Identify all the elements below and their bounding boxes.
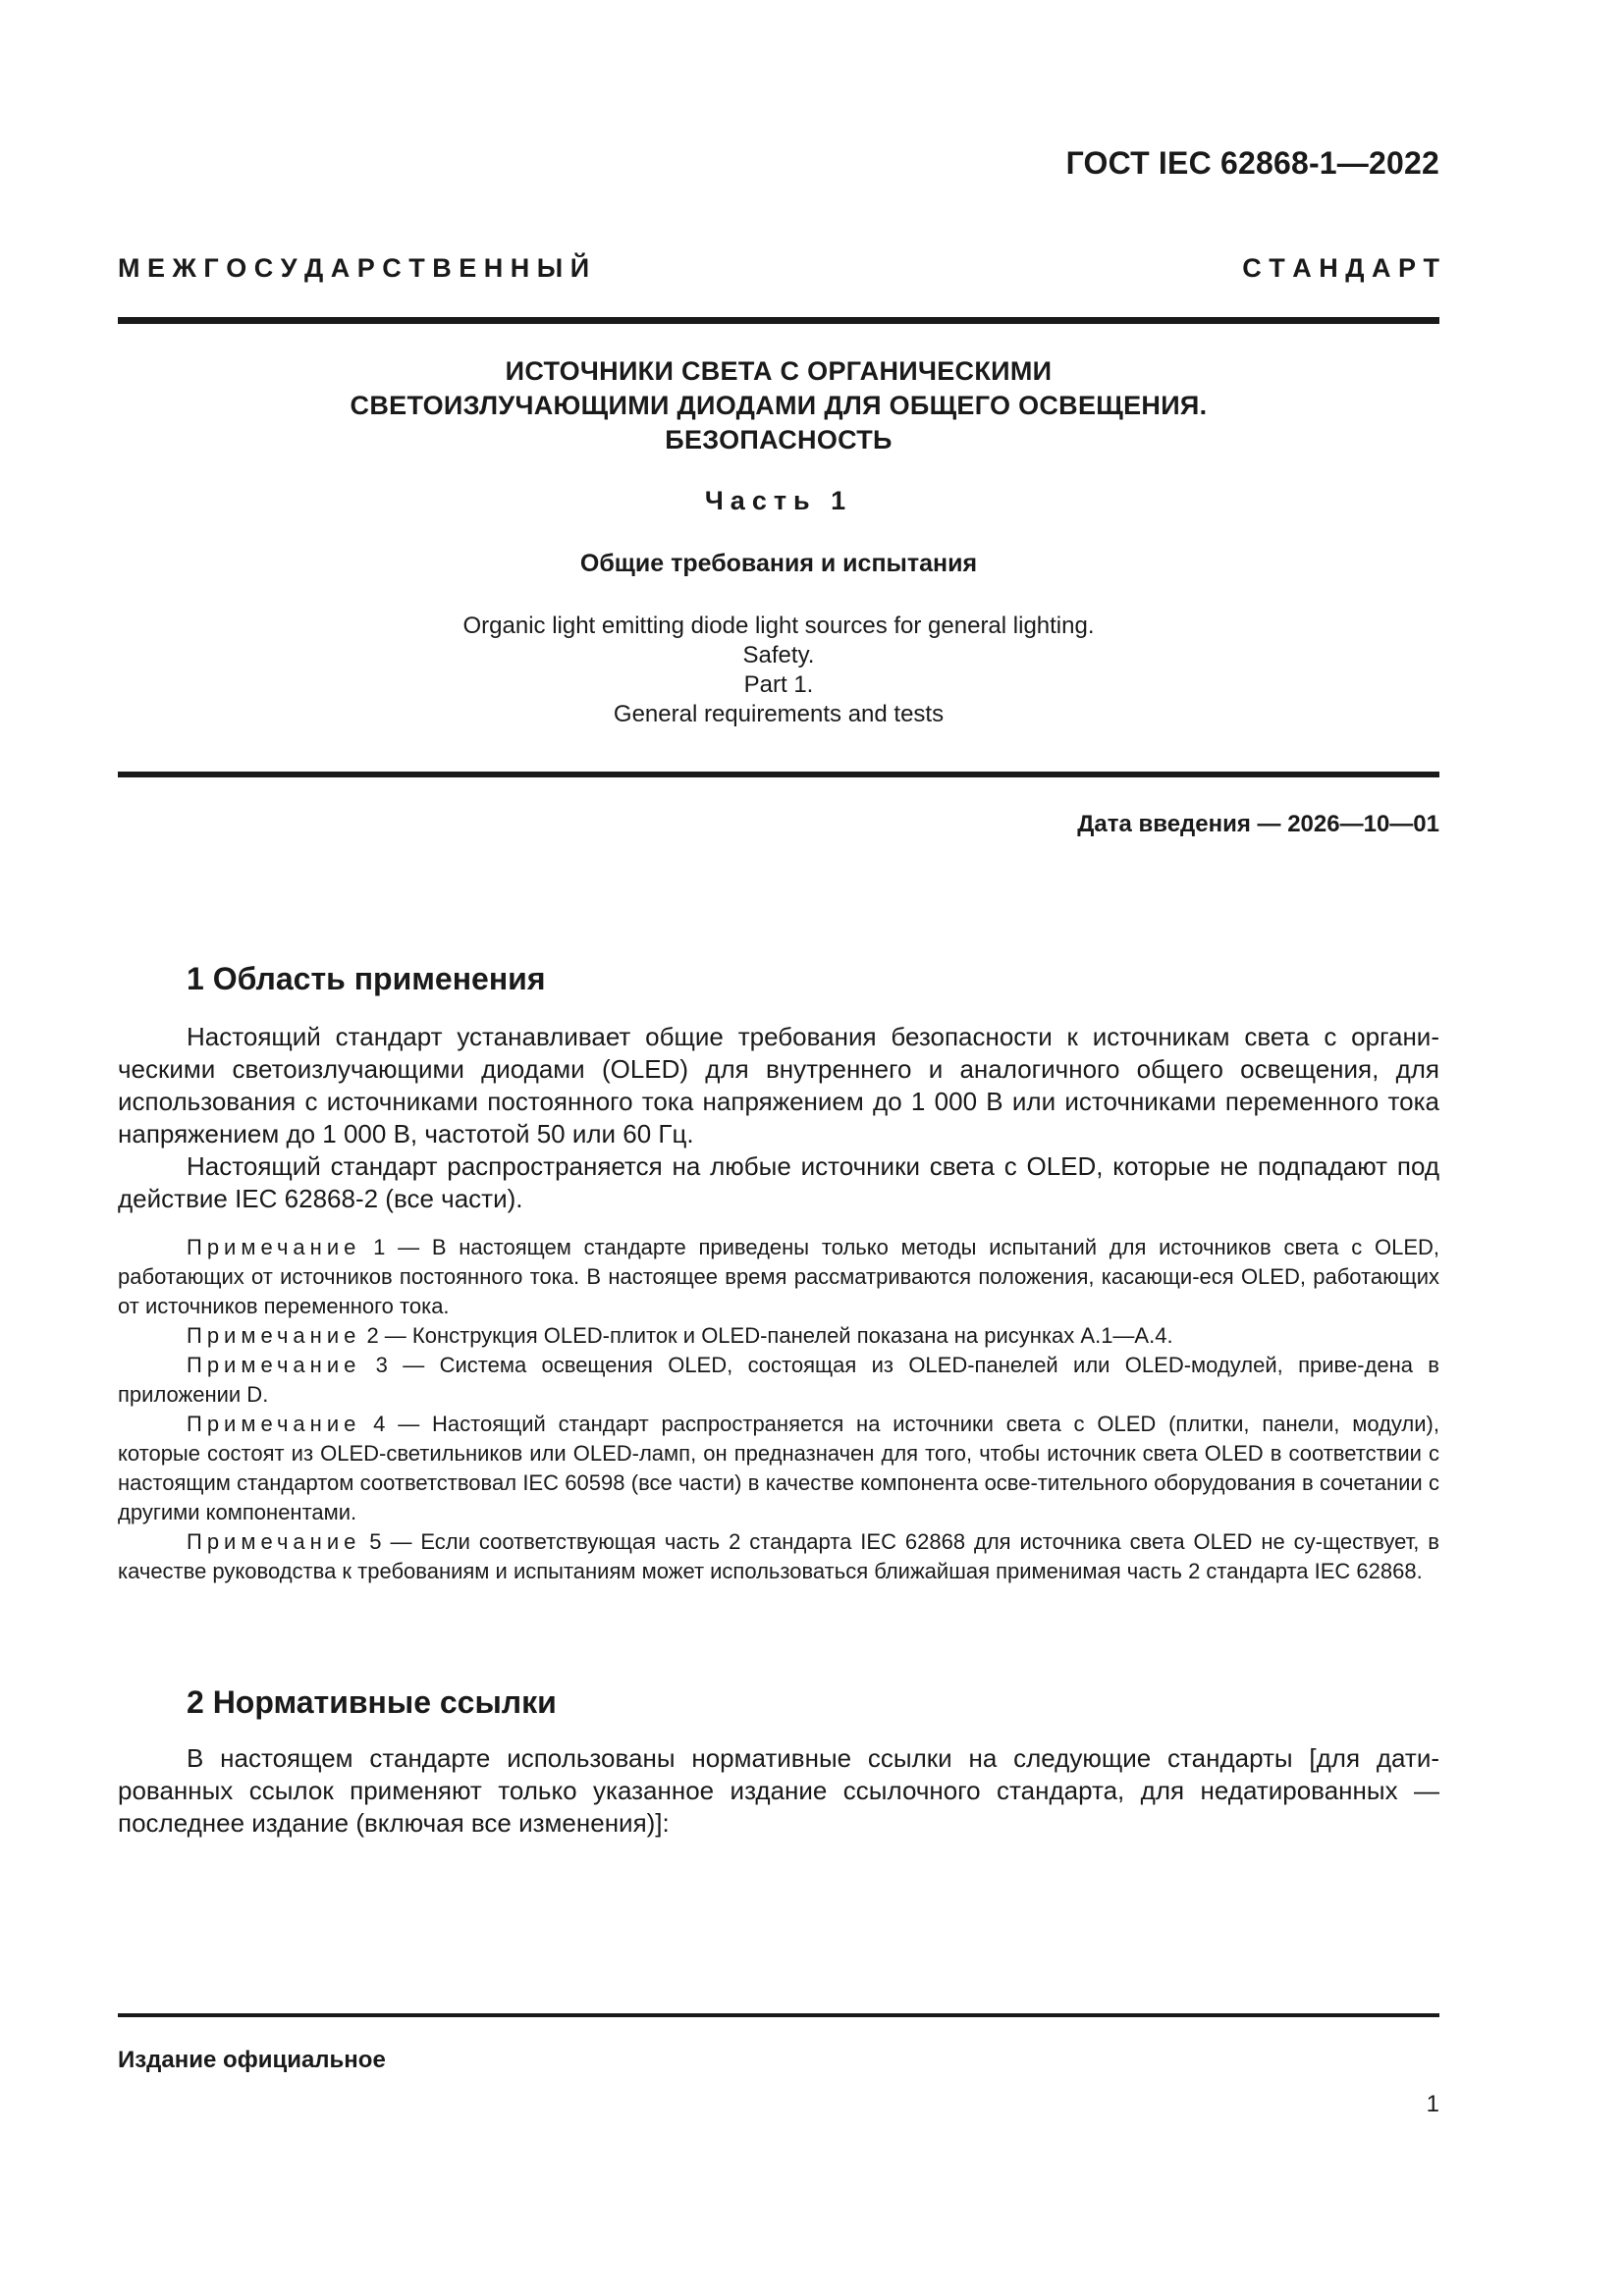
paragraph: В настоящем стандарте использованы нормативные ссылки на следующие стандарты [для дати-рованных ссылок применяют только указанное издание ссылочного стандарта, для недатированных — последнее издание (включая все изменения)]: bbox=[118, 1743, 1439, 1838]
title-russian bbox=[118, 354, 1439, 457]
note: Примечание 2 — Конструкция OLED-плиток и OLED-панелей показана на рисунках А.1—А.4. bbox=[187, 1323, 1173, 1348]
paragraph: Настоящий стандарт устанавливает общие требования безопасности к источникам света с органи- ческими светоизлучающими диодами (OLED) для внутреннего и аналогичного общего освещения, для использования с источниками постоянного тока напряжением до 1 000 В или источниками переменного тока напряжением до 1 000 В, частотой 50 или 60 Гц. bbox=[118, 1022, 1439, 1148]
edition-label: Издание официальное bbox=[118, 2047, 386, 2073]
section-2-body bbox=[118, 1742, 1439, 1840]
title-en-line: Safety. bbox=[742, 642, 815, 668]
banner-left: М Е Ж Г О С У Д А Р С Т В Е Н Н Ы Й bbox=[118, 253, 590, 283]
footer-rule bbox=[118, 2013, 1439, 2017]
top-rule bbox=[118, 317, 1439, 324]
title-en-line: Organic light emitting diode light sources for general lighting. bbox=[462, 613, 1095, 639]
title-ru-line: БЕЗОПАСНОСТЬ bbox=[665, 425, 893, 454]
title-en-line: Part 1. bbox=[743, 671, 814, 698]
note: Примечание 5 — Если соответствующая часть 2 стандарта IEC 62868 для источника света OLED не су-ществует, в качестве руководства к требованиям и испытаниям может использоваться ближайшая применимая часть 2 стандарта IEC 62868. bbox=[118, 1529, 1439, 1583]
subtitle: Общие требования и испытания bbox=[579, 550, 978, 577]
title-bottom-rule bbox=[118, 772, 1439, 777]
title-english bbox=[118, 612, 1439, 729]
note: Примечание 3 — Система освещения OLED, состоящая из OLED-панелей или OLED-модулей, приве-дена в приложении D. bbox=[118, 1353, 1439, 1407]
section-2-heading: 2 Нормативные ссылки bbox=[187, 1684, 557, 1720]
section-1-heading: 1 Область применения bbox=[187, 961, 546, 996]
page-number: 1 bbox=[1426, 2091, 1439, 2117]
paragraph: Настоящий стандарт распространяется на любые источники света с OLED, которые не подпадают под действие IEC 62868-2 (все части). bbox=[118, 1151, 1439, 1213]
title-ru-line: ИСТОЧНИКИ СВЕТА С ОРГАНИЧЕСКИМИ bbox=[505, 356, 1053, 386]
title-en-line: General requirements and tests bbox=[613, 701, 945, 727]
section-1-body bbox=[118, 1021, 1439, 1215]
notes-block bbox=[118, 1233, 1439, 1586]
document-code: ГОСТ IEC 62868-1—2022 bbox=[1065, 145, 1439, 181]
part-label: Часть 1 bbox=[704, 486, 853, 515]
introduction-date: Дата введения — 2026—10—01 bbox=[1077, 811, 1439, 837]
title-ru-line: СВЕТОИЗЛУЧАЮЩИМИ ДИОДАМИ ДЛЯ ОБЩЕГО ОСВЕЩЕНИЯ. bbox=[350, 391, 1208, 420]
banner-right: С Т А Н Д А Р Т bbox=[1242, 253, 1439, 283]
note: Примечание 4 — Настоящий стандарт распространяется на источники света с OLED (плитки, панели, модули), которые состоят из OLED-светильников или OLED-ламп, он предназначен для того, чтобы источник света OLED в соответствии с настоящим стандартом соответствовал IEC 60598 (все части) в качестве компонента осве-тительного оборудования в сочетании с другими компонентами. bbox=[118, 1412, 1439, 1524]
note: Примечание 1 — В настоящем стандарте приведены только методы испытаний для источников света с OLED, работающих от источников постоянного тока. В настоящее время рассматриваются положения, касающи-еся OLED, работающих от источников переменного тока. bbox=[118, 1235, 1439, 1318]
standard-type-banner bbox=[118, 253, 1439, 284]
